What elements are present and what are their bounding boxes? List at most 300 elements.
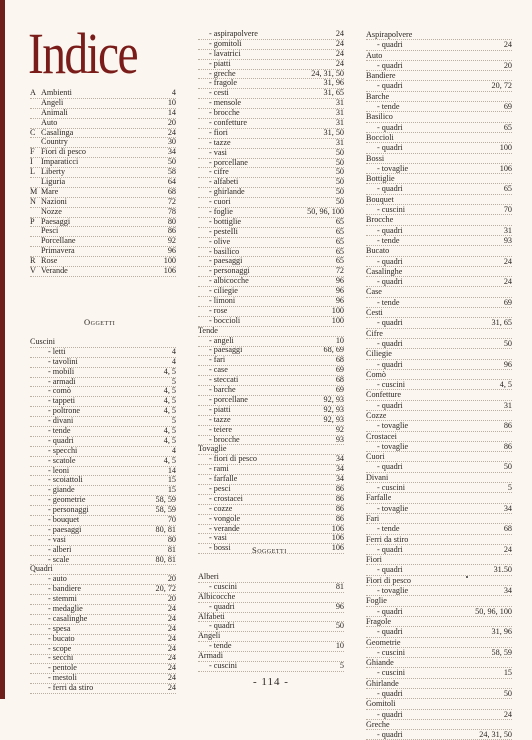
index-entry [366,184,512,194]
index-entry-label: Fari [366,513,380,523]
index-entry-label: - crostacei [209,494,243,503]
index-entry-page: 96 [335,287,344,296]
index-entry [198,366,344,376]
index-entry-label: - quadri [377,40,403,50]
index-entry [366,205,512,215]
index-entry-label: - alberi [48,545,72,554]
index-entry [198,228,344,238]
index-entry [30,476,176,486]
index-entry [198,198,344,208]
index-entry [198,593,344,603]
index-entry-page: 50, 96, 100 [475,606,512,616]
index-entry [198,573,344,583]
index-entry-label: Boccioli [366,132,394,142]
index-entry [30,227,176,237]
index-entry-label: - porcellane [209,395,248,404]
index-entry [30,378,176,388]
index-entry-page: 58, 59 [155,496,176,505]
index-entry-label [30,208,62,217]
index-entry-label: - steccati [209,376,239,385]
index-entry-page: 15 [167,486,176,495]
index-entry [366,401,512,411]
index-entry [366,524,512,534]
ink-speck [466,576,468,578]
index-entry-label: - fiori [209,128,228,137]
index-entry [30,148,176,158]
index-entry [198,257,344,267]
index-entry-page: 5 [339,662,344,670]
index-entry-text: Liguria [41,178,66,186]
index-entry-label: - quadri [377,122,403,132]
index-entry-label: - stemmi [48,595,77,604]
index-entry-label: - auto [48,575,67,584]
index-entry [198,652,344,662]
index-entry [366,360,512,370]
index-entry [366,370,512,380]
index-entry-label [30,237,76,246]
index-entry-label: Ghirlande [366,678,399,688]
index-entry-label: - cuscini [209,582,237,591]
index-entry [198,515,344,525]
index-entry-page: 96 [335,277,344,286]
index-entry [366,236,512,246]
index-entry-label: - piatti [209,405,231,414]
index-letter: R [30,257,36,266]
index-entry [30,447,176,457]
index-entry [198,79,344,89]
index-entry-label: - vasi [209,148,227,157]
index-entry-page: 50 [335,178,344,187]
index-entry-page: 24 [503,256,512,266]
index-entry [366,607,512,617]
index-entry-page: 4 [171,89,176,97]
index-entry-label: - tovaglie [377,163,409,173]
index-entry-page: 93 [503,235,512,245]
index-entry [366,699,512,709]
index-entry-label: - tende [209,642,232,651]
index-entry-page: 68 [335,356,344,365]
index-entry-label: - rose [209,306,228,315]
index-entry-page: 24, 31, 50 [479,730,512,740]
index-entry-text: Imparaticci [41,158,79,167]
index-entry-page: 4, 5 [163,427,176,435]
index-entry-page: 31 [335,138,344,147]
index-entry-label: - scoiattoli [48,476,83,485]
index-entry-label: Alberi [198,573,219,581]
index-entry-text: Ambienti [41,89,72,97]
index-entry-label [30,109,68,118]
index-entry-label: - verande [209,524,240,533]
index-entry-page: 106 [331,524,344,533]
index-entry [198,287,344,297]
index-entry-page: 31 [335,109,344,118]
index-entry [198,347,344,357]
index-entry-label [30,148,86,157]
index-entry-page: 24, 31, 50 [311,69,344,78]
index-entry-label: - scale [48,555,70,564]
index-entry [366,349,512,359]
index-entry [198,465,344,475]
index-entry [366,112,512,122]
index-letter: I [30,158,33,167]
index-entry [198,485,344,495]
index-entry-page: 69 [335,366,344,375]
index-entry [366,329,512,339]
index-entry-label: - ciliegie [209,287,238,296]
index-entry-label: - tazze [209,415,231,424]
index-entry-label: - quadri [377,627,403,637]
index-entry-label: Armadi [198,652,224,661]
index-entry [366,308,512,318]
index-entry [30,178,176,188]
index-entry [366,174,512,184]
index-entry-page: 24 [167,654,176,663]
index-entry [366,277,512,287]
index-entry-page: 96 [335,602,344,611]
index-entry-page: 50 [167,158,176,167]
index-entry-page: 24 [335,59,344,68]
index-entry-page: 4, 5 [163,407,176,416]
index-entry-page: 96 [503,359,512,369]
index-entry-label: - tavolini [48,357,78,366]
index-entry-label: - ghirlande [209,188,245,197]
index-entry-label: - tovaglie [377,503,409,513]
index-entry [198,642,344,652]
index-entry-label: Casalinghe [366,266,403,276]
oggetti-list-part1 [30,338,176,694]
index-entry-label [30,129,73,138]
index-entry [198,583,344,593]
index-entry-label: - greche [209,69,236,78]
index-entry-label: - brocche [209,435,240,444]
index-entry [366,61,512,71]
index-entry-label: - bouquet [48,516,80,525]
index-entry-label: Geometrie [366,637,401,647]
index-entry-label [30,168,65,177]
index-entry-page: 14 [167,466,176,475]
index-entry-label: Divani [366,472,389,482]
index-entry [366,535,512,545]
index-entry [366,638,512,648]
index-entry [366,565,512,575]
index-entry [30,664,176,674]
index-entry-page: 81 [335,582,344,591]
index-entry [198,307,344,317]
index-entry-page: 92, 93 [323,415,344,424]
index-entry-page: 4, 5 [163,456,176,465]
index-entry-page: 80 [167,535,176,544]
index-entry-label [30,99,63,108]
index-entry [30,387,176,397]
index-entry-page: 24 [503,40,512,50]
index-entry-page: 68 [167,187,176,196]
index-entry-text: Nazioni [41,197,67,206]
index-entry [366,504,512,514]
index-entry-label: - cuori [209,198,231,207]
index-entry [30,516,176,526]
index-entry-label: - confetture [209,119,247,127]
index-entry-page: 93 [335,435,344,444]
index-entry-text: Country [41,138,68,147]
index-entry-page: 50 [335,148,344,157]
index-entry-label: - quadri [377,606,403,616]
index-entry [366,627,512,637]
index-entry-page: 68 [335,376,344,385]
index-entry-label: - quadri [377,544,403,554]
index-entry-page: 65 [335,227,344,236]
page-title: Indice [28,21,137,86]
index-entry [366,30,512,40]
index-entry-label: Bottiglie [366,174,395,184]
index-entry-page: 70 [167,516,176,525]
index-entry-label [30,247,75,256]
index-entry-label: - fari [209,356,226,365]
index-entry-page: 31.50 [493,565,512,575]
index-entry-page: 96 [167,247,176,256]
index-entry-label: - quadri [377,359,403,369]
section-heading-soggetti: Soggetti [252,545,287,555]
index-entry-page: 24 [503,544,512,554]
index-entry-label: - tovaglie [377,441,409,451]
index-entry [366,432,512,442]
index-entry [30,684,176,694]
index-entry-page: 24 [167,664,176,673]
index-entry-page: 14 [167,108,176,117]
index-entry [366,421,512,431]
index-entry-page: 65 [335,247,344,256]
index-letter: P [30,217,35,226]
index-entry-label: Bandiere [366,71,396,81]
index-entry-label: - quadri [377,318,403,328]
index-entry-text: Rose [41,257,58,266]
index-entry [30,218,176,228]
index-entry-label: Alfabeti [198,612,225,621]
index-entry [30,338,176,348]
index-entry-label: - cuscini [377,205,405,215]
index-entry-label: - quadri [377,81,403,91]
index-entry-page: 4, 5 [163,397,176,406]
index-entry-page: 31, 65 [491,318,512,328]
index-entry [366,246,512,256]
index-entry [198,386,344,396]
index-entry-label: - vasi [209,534,227,543]
index-entry [198,525,344,535]
index-entry-page: 50 [335,168,344,177]
index-entry-page: 100 [331,306,344,315]
index-entry-label: - teiere [209,425,232,434]
index-entry-label: - barche [209,386,236,395]
index-entry-page: 31 [503,225,512,235]
section-heading-oggetti: Oggetti [84,317,116,327]
index-entry [198,248,344,258]
index-entry [30,615,176,625]
index-entry-label: - poltrone [48,407,81,416]
index-entry [30,546,176,556]
index-entry [366,442,512,452]
index-entry [366,298,512,308]
oggetti-list-part2 [198,30,344,554]
index-entry [198,89,344,99]
index-entry-label: - giande [48,486,75,495]
index-entry [198,218,344,228]
index-entry-label: - specchi [48,446,78,455]
index-entry-page: 31 [335,119,344,127]
index-entry [30,99,176,109]
index-entry-label: Confetture [366,390,402,400]
index-entry-label: - quadri [377,184,403,194]
index-entry-page: 96 [335,297,344,306]
index-entry-label: Fragole [366,616,392,626]
index-entry [30,109,176,119]
index-entry [198,436,344,446]
index-entry [198,495,344,505]
index-entry [366,257,512,267]
index-entry [366,339,512,349]
index-entry [366,720,512,730]
index-entry-label [30,267,68,276]
index-entry-label [30,119,57,128]
index-entry [198,376,344,386]
index-entry-label: - quadri [377,143,403,153]
alphabetical-index [30,89,176,277]
index-entry-page: 4 [171,357,176,366]
index-entry-page: 81 [167,545,176,554]
index-entry [198,208,344,218]
index-entry-page: 31, 65 [323,89,344,98]
index-entry [366,668,512,678]
index-entry-label: - tende [377,235,400,245]
index-entry-label: - case [209,366,228,375]
index-entry [30,417,176,427]
index-entry-label: Quadri [30,565,53,574]
index-entry-label: Ghiande [366,658,394,668]
index-entry-page: 92, 93 [323,405,344,414]
index-entry [366,267,512,277]
index-entry-label: - tazze [209,138,231,147]
index-entry-label [30,218,70,227]
index-entry [198,238,344,248]
index-entry-page: 100 [331,316,344,325]
index-entry [198,60,344,70]
index-entry-page: 31, 96 [323,79,344,88]
index-entry-label [30,178,65,187]
index-entry [366,596,512,606]
index-entry-page: 5 [171,417,176,426]
index-entry-label: Basilico [366,112,393,122]
index-entry-label: Ferri da stiro [366,534,409,544]
index-entry-label [30,198,67,207]
index-entry [366,473,512,483]
index-entry-label: Ciliegie [366,349,392,359]
index-entry [30,655,176,665]
index-entry-text: Auto [41,118,58,127]
index-letter: A [30,89,36,97]
index-entry-label: - porcellane [209,158,248,167]
index-entry-page: 34 [503,586,512,596]
index-entry-label: - personaggi [48,506,89,515]
index-entry-label: - quadri [209,622,235,631]
index-entry-text: Pesci [41,227,59,236]
index-entry [198,622,344,632]
index-entry [198,662,344,672]
index-entry [366,123,512,133]
index-letter: N [30,197,36,206]
index-entry-label: - tende [48,427,71,435]
index-entry-page: 80, 81 [155,525,176,534]
index-entry-page: 86 [335,484,344,493]
index-entry-page: 24 [335,30,344,38]
index-entry-page: 50 [335,198,344,207]
index-entry-page: 106 [499,163,512,173]
index-entry [198,396,344,406]
index-entry-label: - tende [377,524,400,534]
index-entry [198,455,344,465]
index-entry-label: - quadri [377,565,403,575]
index-entry-label: - quadri [377,730,403,740]
index-entry [198,603,344,613]
index-entry-page: 50, 96, 100 [307,208,344,217]
index-entry-page: 70 [503,205,512,215]
index-entry [198,119,344,129]
index-entry-label: - cuscini [209,662,237,670]
index-entry [30,168,176,178]
index-entry-label: - armadi [48,377,76,386]
index-entry [30,407,176,417]
index-entry-label: - quadri [377,225,403,235]
index-entry [198,613,344,623]
index-entry [30,526,176,536]
index-entry-label: - paesaggi [48,525,82,534]
index-entry [198,632,344,642]
index-entry [30,138,176,148]
index-entry-label: Fiori [366,555,382,565]
index-entry-label: - casalinghe [48,614,88,623]
index-entry [198,505,344,515]
index-entry-page: 4, 5 [163,387,176,396]
index-entry-label: - geometrie [48,496,86,505]
index-entry [366,164,512,174]
index-entry [366,617,512,627]
index-entry [30,605,176,615]
index-entry [366,81,512,91]
index-entry-page: 34 [335,455,344,464]
index-entry-label: - gomitoli [209,39,242,48]
index-entry [30,198,176,208]
index-entry-text: Liberty [41,168,66,177]
index-entry-page: 69 [503,297,512,307]
index-entry-page: 78 [167,207,176,216]
index-entry-label: - bossi [209,544,231,553]
index-entry-page: 34 [335,465,344,474]
index-entry [366,576,512,586]
index-entry-label: Fiori di pesco [366,575,412,585]
index-entry-label: - medaglie [48,605,83,614]
index-entry-label: - secchi [48,654,74,663]
index-entry-page: 24 [167,644,176,653]
index-entry-page: 34 [503,503,512,513]
index-entry-label: Auto [366,50,383,60]
index-entry-page: 24 [167,614,176,623]
index-entry [198,178,344,188]
index-entry-page: 69 [335,386,344,395]
index-entry-text: Animali [41,108,68,117]
index-entry-label: - personaggi [209,267,250,276]
index-entry [366,730,512,740]
index-entry-text: Porcellane [41,237,76,246]
index-entry-label: - quadri [377,60,403,70]
index-entry-page: 5 [507,483,512,493]
index-entry [198,109,344,119]
